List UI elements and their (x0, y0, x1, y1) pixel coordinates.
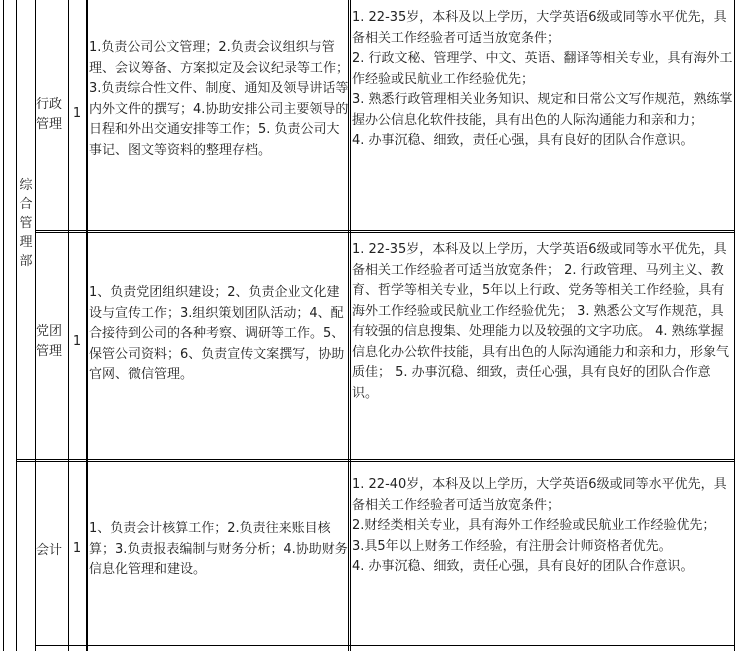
requirement-item: 4. 办事沉稳、细致，责任心强，具有良好的团队合作意识。 (352, 559, 694, 574)
job-duties: 1、负责会计核算工作；2.负责往来账目核算；3.负责报表编制与财务分析；4.协助财务信息化管理和建设。 (89, 521, 348, 577)
requirement-item: 1. 22-40岁，本科及以上学历，大学英语6级或同等水平优先，具备相关工作经验者可适当放宽条件； (352, 477, 727, 513)
job-requirements (352, 240, 733, 404)
table-border-left (3, 0, 4, 651)
row-divider (16, 459, 735, 460)
row-divider (35, 645, 735, 646)
job-requirements (352, 8, 733, 152)
table-divider (68, 0, 69, 651)
position-title: 党团管理 (36, 324, 63, 359)
table-divider (87, 0, 88, 651)
table-divider (16, 0, 17, 651)
row-divider (16, 461, 735, 462)
requirement-item: 1. 22-35岁，本科及以上学历，大学英语6级或同等水平优先，具备相关工作经验者可适当放宽条件； 2. 行政管理、马列主义、教育、哲学等相关专业，5年以上行政、党务等相关工作经验，具有海外工作经验或民航业工作经验优先； 3. 熟悉公文写作规范，具有较强的信息搜集、处理能力以及较强的文字功底。 4. 熟练掌握信息化办公软件技能，具有出色的人际沟通能力和亲和力，形象气质佳； 5. 办事沉稳、细致，责任心强，具有良好的团队合作意识。 (352, 242, 730, 401)
requirement-item: 3. 熟悉行政管理相关业务知识、规定和日常公文写作规范，熟练掌握办公信息化软件技能，具有出色的人际沟通能力和亲和力； (352, 92, 733, 128)
requirement-item: 2. 行政文秘、管理学、中文、英语、翻译等相关专业，具有海外工作经验或民航业工作经验优先； (352, 51, 733, 87)
job-duties: 1.负责公司公文管理；2.负责会议组织与管理、会议筹备、方案拟定及会议纪录等工作；3.负责综合性文件、制度、通知及领导讲话等内外文件的撰写；4.协助安排公司主要领导的日程和外出交通安排等工作；5. 负责公司大事记、图文等资料的整理存档。 (89, 40, 350, 158)
position-count: 1 (72, 541, 82, 556)
department-name: 综合管理部 (19, 178, 33, 269)
row-divider (35, 232, 735, 233)
table-divider (350, 0, 351, 651)
requirement-item: 1. 22-35岁，本科及以上学历，大学英语6级或同等水平优先，具备相关工作经验者可适当放宽条件； (352, 10, 727, 46)
job-requirements (352, 475, 733, 578)
position-title: 会计 (36, 543, 63, 558)
position-count: 1 (72, 334, 82, 349)
job-duties: 1、负责党团组织建设；2、负责企业文化建设与宣传工作；3.组织策划团队活动；4、配合接待到公司的各种考察、调研等工作。5、保管公司资料；6、负责宣传文案撰写，协助官网、微信管理。 (89, 285, 345, 382)
row-divider (35, 230, 735, 231)
requirement-item: 2.财经类相关专业，具有海外工作经验或民航业工作经验优先； (352, 518, 716, 533)
requirement-item: 4. 办事沉稳、细致，责任心强，具有良好的团队合作意识。 (352, 133, 694, 148)
position-count: 1 (72, 106, 82, 121)
requirement-item: 3.具5年以上财务工作经验，有注册会计师资格者优先。 (352, 538, 672, 554)
position-title: 行政管理 (36, 97, 63, 132)
